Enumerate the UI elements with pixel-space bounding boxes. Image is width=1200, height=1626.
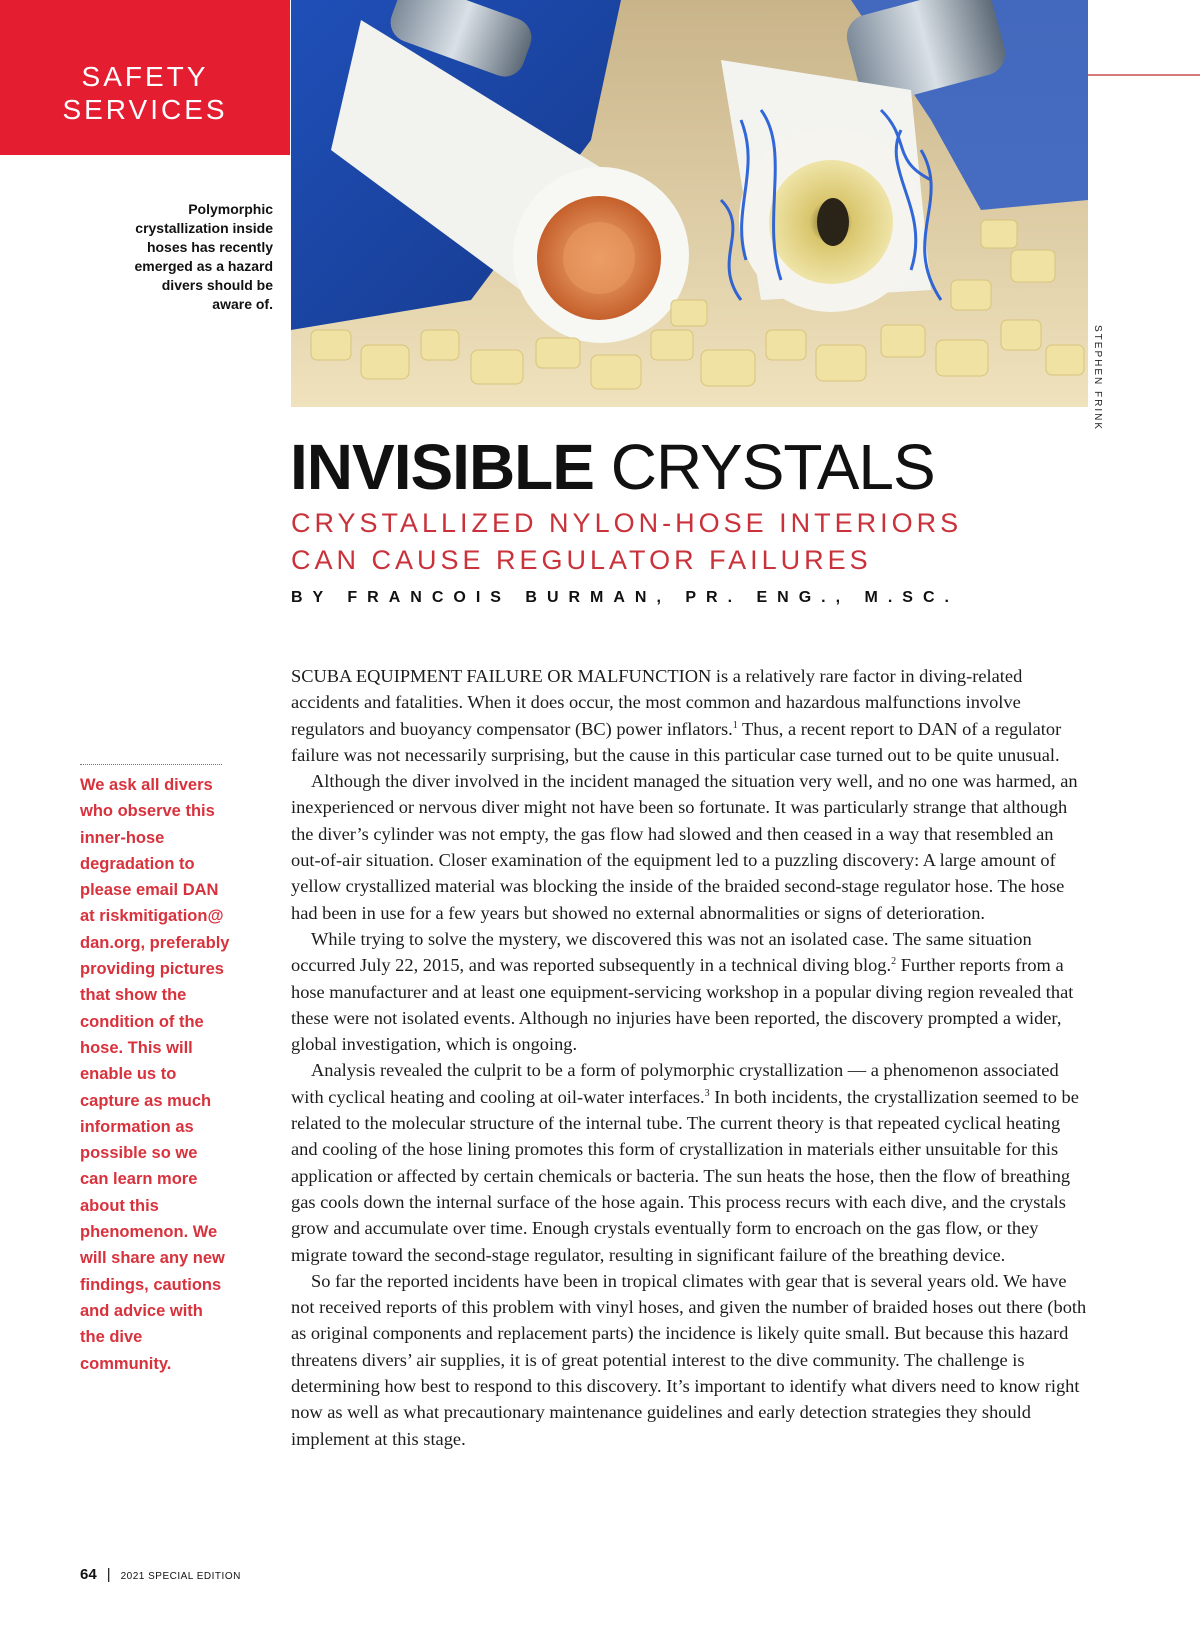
page-number: 64 bbox=[80, 1566, 97, 1583]
body-paragraph bbox=[291, 663, 1087, 768]
page-title bbox=[290, 432, 935, 502]
body-paragraph: Although the diver involved in the incident managed the situation very well, and no one was harmed, an inexperienced or nervous diver might not have been so fortunate. It was particularly strange that although the diver’s cylinder was not empty, the gas flow had slowed and then ceased in a way that resembled an out-of-air situation. Closer examination of the equipment led to a puzzling discovery: A large amount of yellow crystallized material was blocking the inside of the braided second-stage regulator hose. The hose had been in use for a few years but showed no external abnormalities or signs of deterioration. bbox=[291, 771, 1078, 923]
sidebar-note: We ask all divers who observe this inner-hose degradation to please email DAN at riskmitigation@ dan.org, preferably providing pictures that show the condition of the hose. This will enable us to capture as much information as possible so we can learn more about this phenomenon. We will share any new findings, cautions and advice with the dive community. bbox=[80, 776, 230, 1373]
body-text-span: Analysis revealed the culprit to be a form of polymorphic crystallization — a phenomenon associated with cyclical heating and cooling at oil-water interfaces. bbox=[291, 1060, 1059, 1107]
photo-caption: Polymorphic crystallization inside hoses has recently emerged as a hazard divers should be aware of. bbox=[134, 201, 273, 312]
body-text-span: Thus, a recent report to DAN of a regulator failure was not necessarily surprising, but the cause in this particular case turned out to be quite unusual. bbox=[291, 718, 1062, 765]
article-body bbox=[291, 663, 1087, 1452]
subtitle-line1: CRYSTALLIZED NYLON-HOSE INTERIORS bbox=[291, 508, 963, 538]
body-text-span: In both incidents, the crystallization seemed to be related to the molecular structure of the internal tube. The current theory is that repeated cyclical heating and cooling of the hose lining promotes this form of crystallization in materials either unsuitable for this application or affected by certain chemicals or bacteria. The sun heats the hose, then the flow of breathing gas cools down the internal surface of the hose again. This process recurs with each dive, and the crystals grow and accumulate over time. Enough crystals eventually form to encroach on the gas flow, or they migrate toward the second-stage regulator, resulting in significant failure of the breathing device. bbox=[291, 1086, 1079, 1265]
footnote-ref: 2 bbox=[891, 956, 897, 968]
title-light: CRYSTALS bbox=[610, 431, 935, 503]
body-paragraph bbox=[291, 926, 1087, 1057]
page-footer bbox=[80, 1566, 241, 1584]
section-tag-line2: SERVICES bbox=[62, 93, 228, 125]
header-rule bbox=[1088, 74, 1200, 76]
section-tag bbox=[0, 0, 290, 155]
byline: BY FRANCOIS BURMAN, PR. ENG., M.SC. bbox=[291, 589, 959, 606]
sidebar-divider bbox=[80, 764, 222, 765]
body-text-span: is a relatively rare factor in diving-related accidents and fatalities. When it does occur, the most common and hazardous malfunctions involve regulators and buoyancy compensator (BC) power inflators. bbox=[291, 666, 1023, 739]
title-bold: INVISIBLE bbox=[290, 431, 594, 503]
footnote-ref: 1 bbox=[732, 719, 738, 731]
lead-in: SCUBA EQUIPMENT FAILURE OR MALFUNCTION bbox=[291, 666, 712, 686]
hero-photo bbox=[291, 0, 1088, 407]
footnote-ref: 3 bbox=[704, 1087, 710, 1099]
footer-separator: | bbox=[106, 1566, 111, 1583]
subtitle-line2: CAN CAUSE REGULATOR FAILURES bbox=[291, 545, 872, 575]
body-paragraph bbox=[291, 1057, 1087, 1267]
hose-crystals-photo-icon bbox=[291, 0, 1088, 407]
photo-credit: STEPHEN FRINK bbox=[1092, 325, 1103, 432]
body-paragraph: So far the reported incidents have been in tropical climates with gear that is several years old. We have not received reports of this problem with vinyl hoses, and given the number of braided hoses out there (both as original components and replacement parts) the incidence is likely quite small. But because this hazard threatens divers’ air supplies, it is of great potential interest to the dive community. The challenge is determining how best to respond to this discovery. It’s important to identify what divers need to know right now as well as what precautionary maintenance guidelines and early detection strategies they should implement at this stage. bbox=[291, 1270, 1087, 1449]
body-text-span: Further reports from a hose manufacturer and at least one equipment-servicing workshop in a popular diving region revealed that these were not isolated events. Although no injuries have been reported, the discovery prompted a wider, global investigation, which is ongoing. bbox=[291, 955, 1074, 1055]
body-text-span: While trying to solve the mystery, we discovered this was not an isolated case. The same situation occurred July 22, 2015, and was reported subsequently in a technical diving blog. bbox=[291, 928, 1032, 976]
subtitle bbox=[291, 505, 962, 579]
edition-label: 2021 SPECIAL EDITION bbox=[120, 1571, 241, 1582]
section-tag-line1: SAFETY bbox=[81, 60, 209, 92]
